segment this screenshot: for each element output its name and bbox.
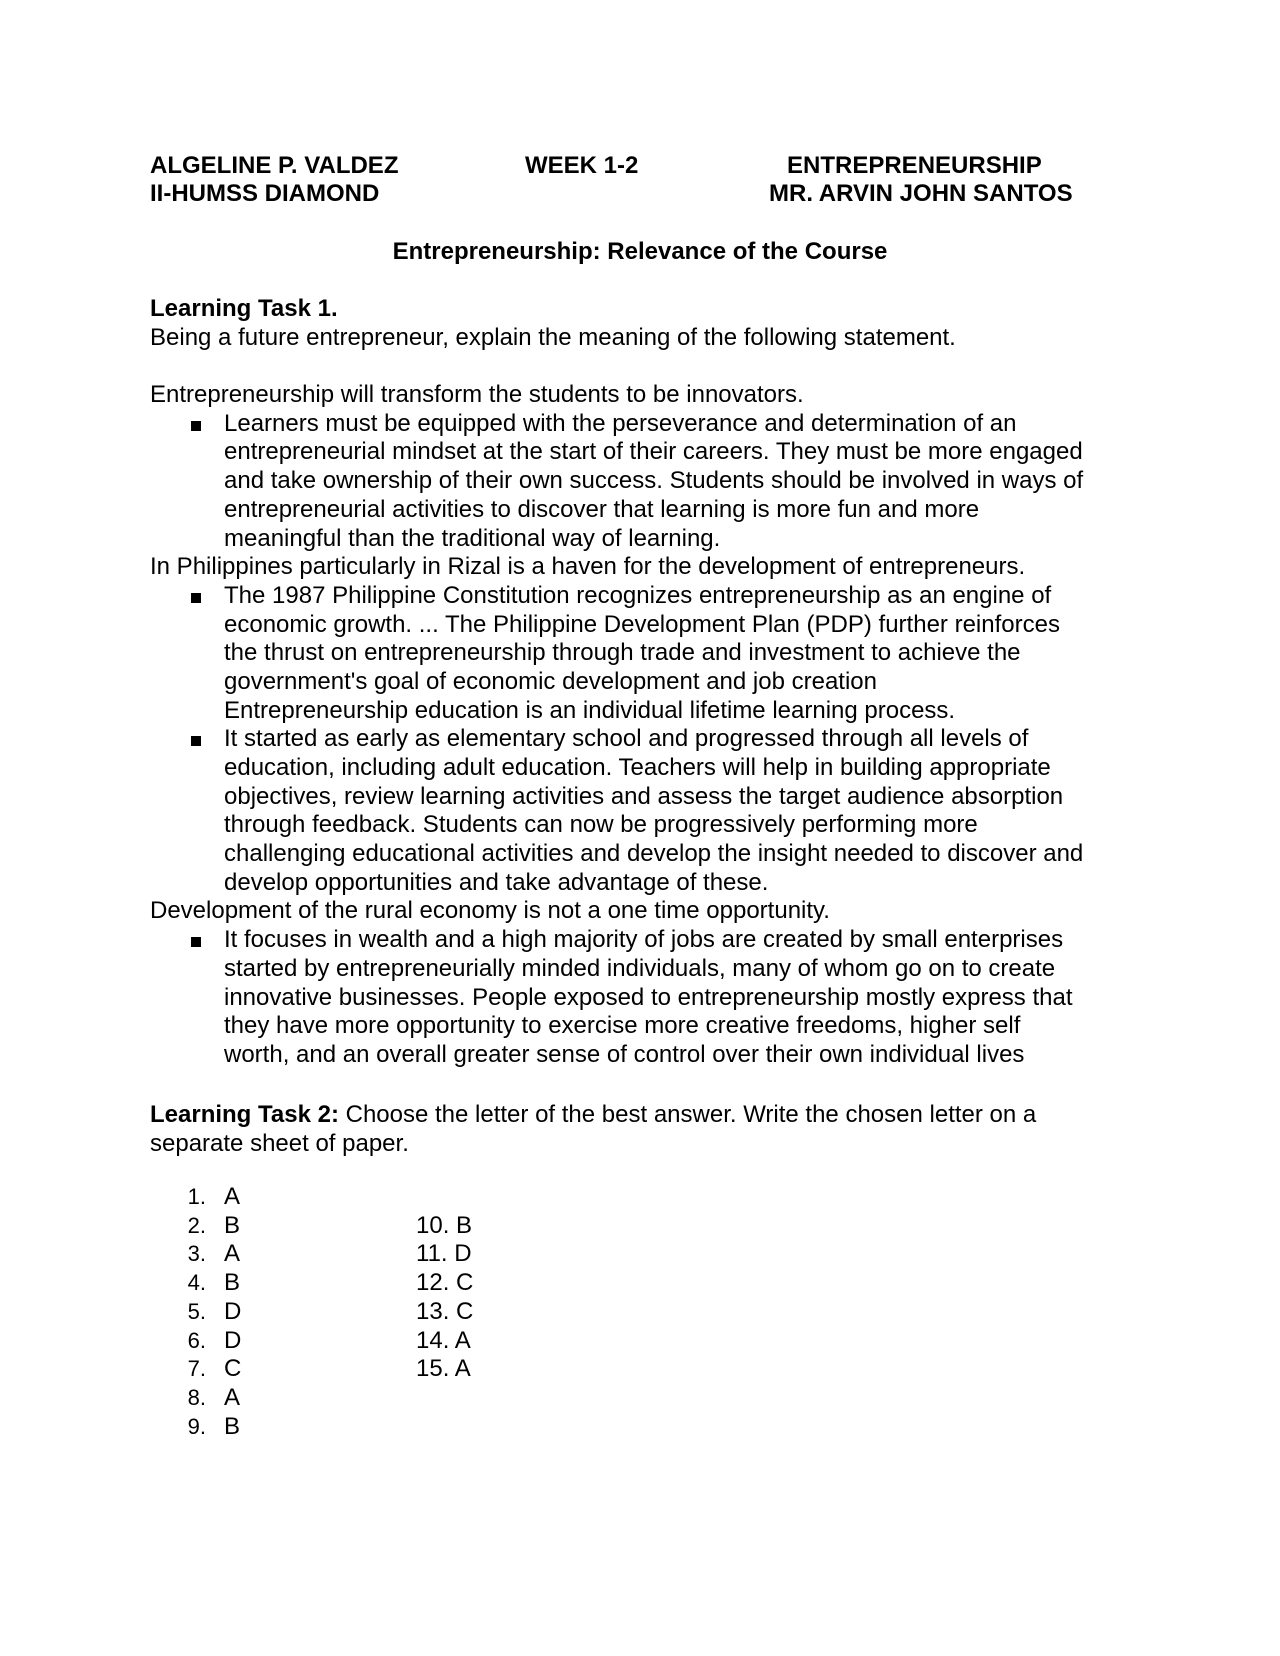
- bullet-4: [150, 926, 1130, 1069]
- task2-instruction-cont: separate sheet of paper.: [150, 1129, 409, 1157]
- bullet-4-line: started by entrepreneurially minded individuals, many of whom go on to create: [224, 954, 1056, 982]
- bullet-3-line: develop opportunities and take advantage of these.: [224, 868, 769, 896]
- learning-task-2: [150, 1101, 1130, 1158]
- bullet-4-line: It focuses in wealth and a high majority of jobs are created by small enterprises: [224, 926, 1064, 954]
- answer-item: 13. C: [416, 1297, 474, 1325]
- subject-label: ENTREPRENEURSHIP: [787, 152, 1042, 179]
- bullet-2: [150, 582, 1130, 725]
- bullet-1-line: entrepreneurial mindset at the start of their careers. They must be more engaged: [224, 438, 1083, 466]
- bullet-4-line: they have more opportunity to exercise more creative freedoms, higher self: [224, 1012, 1021, 1040]
- answer-item: 14. A: [416, 1326, 471, 1354]
- answer-item: 7. C: [187, 1355, 242, 1383]
- bullet-2-line: Entrepreneurship education is an individual lifetime learning process.: [224, 696, 956, 724]
- week-label: WEEK 1-2: [525, 152, 639, 179]
- bullet-1-line: meaningful than the traditional way of learning.: [224, 524, 721, 552]
- answer-item: 1. A: [187, 1183, 241, 1210]
- task2-heading: Learning Task 2:: [150, 1101, 339, 1128]
- bullet-3-line: challenging educational activities and develop the insight needed to discover and: [224, 840, 1084, 868]
- bullet-2-line: economic growth. ... The Philippine Development Plan (PDP) further reinforces: [224, 610, 1060, 638]
- bullet-3-line: through feedback. Students can now be progressively performing more: [224, 811, 978, 839]
- answer-item: 10. B: [416, 1211, 473, 1239]
- answer-item: 15. A: [416, 1355, 471, 1383]
- answer-item: 9. B: [187, 1412, 241, 1440]
- answer-item: 6. D: [187, 1326, 242, 1354]
- answer-item: 4. B: [187, 1269, 241, 1297]
- bullet-1-line: and take ownership of their own success. Students should be involved in ways of: [224, 467, 1084, 495]
- bullet-3-line: It started as early as elementary school and progressed through all levels of: [224, 725, 1029, 753]
- bullet-2-line: government's goal of economic development and job creation: [224, 667, 877, 695]
- task2-instruction-text: Choose the letter of the best answer. Write the chosen letter on a: [338, 1101, 1037, 1128]
- bullet-4-line: worth, and an overall greater sense of control over their own individual lives: [224, 1040, 1025, 1068]
- answer-list: [150, 1183, 750, 1463]
- bullet-square-icon: [191, 593, 201, 603]
- answer-item: 11. D: [416, 1240, 472, 1268]
- bullet-3-line: objectives, review learning activities and assess the target audience absorption: [224, 782, 1064, 810]
- answer-item: 5. D: [187, 1297, 242, 1325]
- section-label: II-HUMSS DIAMOND: [150, 180, 380, 207]
- statement-1: Entrepreneurship will transform the students to be innovators.: [150, 381, 804, 409]
- answer-item: 3. A: [187, 1240, 241, 1268]
- statement-3: Development of the rural economy is not a one time opportunity.: [150, 897, 830, 925]
- teacher-name: MR. ARVIN JOHN SANTOS: [769, 180, 1073, 207]
- blank-line: [150, 352, 1130, 381]
- bullet-square-icon: [191, 421, 201, 431]
- document-title: Entrepreneurship: Relevance of the Course: [392, 238, 888, 265]
- statement-2: In Philippines particularly in Rizal is a haven for the development of entrepreneurs.: [150, 553, 1026, 581]
- bullet-2-line: the thrust on entrepreneurship through trade and investment to achieve the: [224, 639, 1021, 667]
- task2-instruction: [150, 1101, 1130, 1130]
- bullet-1: [150, 410, 1130, 553]
- bullet-4-line: innovative businesses. People exposed to entrepreneurship mostly express that: [224, 983, 1073, 1011]
- bullet-3: [150, 725, 1130, 897]
- bullet-square-icon: [191, 736, 201, 746]
- answer-item: 8. A: [187, 1383, 241, 1411]
- bullet-square-icon: [191, 937, 201, 947]
- bullet-2-line: The 1987 Philippine Constitution recognizes entrepreneurship as an engine of: [224, 581, 1052, 609]
- learning-task-1: [150, 295, 1130, 1070]
- bullet-3-line: education, including adult education. Teachers will help in building appropriate: [224, 754, 1051, 781]
- bullet-1-line: Learners must be equipped with the perseverance and determination of an: [224, 409, 1017, 437]
- task1-heading: Learning Task 1.: [150, 295, 338, 322]
- student-name: ALGELINE P. VALDEZ: [150, 152, 399, 179]
- answer-item: 2. B: [187, 1211, 241, 1239]
- task1-instruction: Being a future entrepreneur, explain the meaning of the following statement.: [150, 323, 956, 351]
- answer-item: 12. C: [416, 1269, 474, 1297]
- bullet-1-line: entrepreneurial activities to discover that learning is more fun and more: [224, 495, 980, 523]
